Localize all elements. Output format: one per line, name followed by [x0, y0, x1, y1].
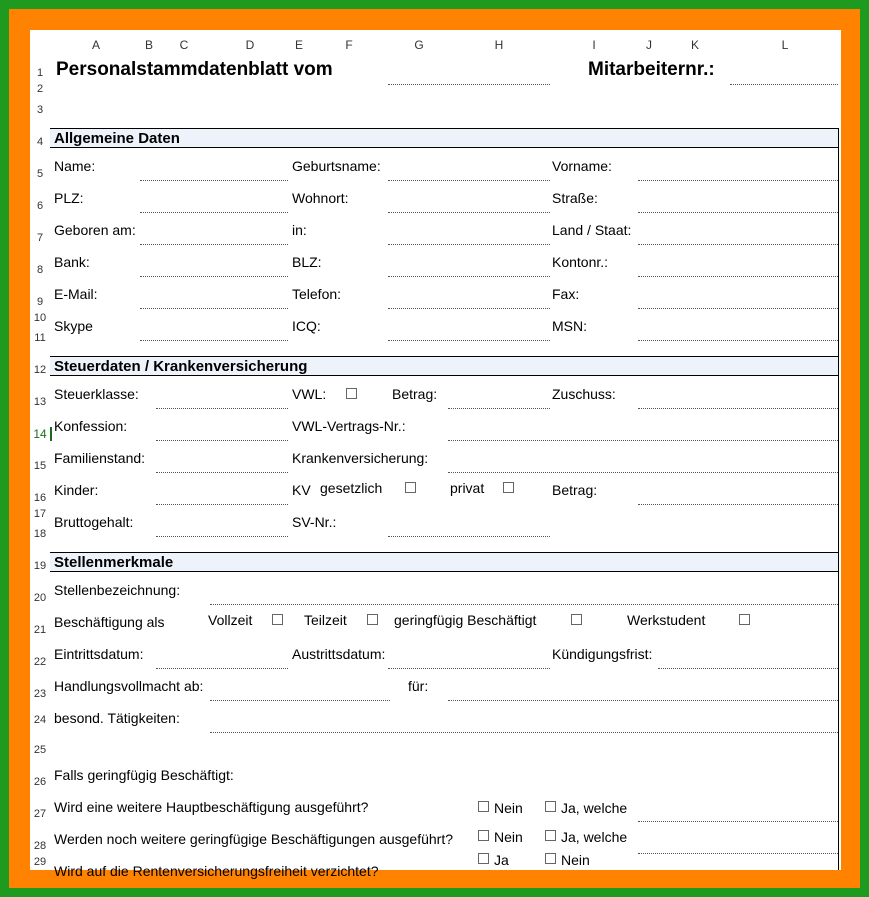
bank-label: Bank:: [54, 254, 90, 270]
fax-label: Fax:: [552, 286, 580, 302]
column-header[interactable]: H: [494, 38, 504, 52]
row-header[interactable]: 23: [33, 688, 47, 700]
working-student-label: Werkstudent: [627, 612, 706, 628]
minor-employment-checkbox[interactable]: [571, 614, 582, 625]
q2-yes-checkbox[interactable]: [545, 830, 556, 841]
row-header[interactable]: 9: [36, 296, 44, 308]
row-header[interactable]: 18: [33, 528, 47, 540]
section-header-general: [50, 128, 838, 148]
notice-period-label: Kündigungsfrist:: [552, 646, 653, 662]
blz-field[interactable]: [388, 276, 550, 277]
kv-label: KV: [292, 482, 311, 498]
column-header[interactable]: F: [345, 38, 353, 52]
subsidy-label: Zuschuss:: [552, 386, 616, 402]
for-label: für:: [408, 678, 429, 694]
amount2-field[interactable]: [638, 504, 838, 505]
statutory-label: gesetzlich: [320, 480, 383, 496]
section-header-tax: [50, 356, 838, 376]
column-header[interactable]: E: [294, 38, 304, 52]
vwl-label: VWL:: [292, 386, 327, 402]
row-header[interactable]: 4: [36, 136, 44, 148]
name-label: Name:: [54, 158, 96, 174]
children-field[interactable]: [156, 504, 288, 505]
employee-number-field[interactable]: [730, 84, 838, 85]
gross-salary-field[interactable]: [156, 536, 288, 537]
children-label: Kinder:: [54, 482, 99, 498]
row-header[interactable]: 22: [33, 656, 47, 668]
born-on-field[interactable]: [140, 244, 288, 245]
column-header[interactable]: B: [144, 38, 154, 52]
row-header[interactable]: 5: [36, 168, 44, 180]
fax-field[interactable]: [638, 308, 838, 309]
gross-salary-label: Bruttogehalt:: [54, 514, 134, 530]
row-header[interactable]: 19: [33, 560, 47, 572]
bank-field[interactable]: [140, 276, 288, 277]
special-tasks-field[interactable]: [210, 732, 838, 733]
name-field[interactable]: [140, 180, 288, 181]
q3-yes-checkbox[interactable]: [478, 853, 489, 864]
row-header[interactable]: 3: [36, 104, 44, 116]
tax-class-field[interactable]: [156, 408, 288, 409]
private-checkbox[interactable]: [503, 482, 514, 493]
amount2-label: Betrag:: [552, 482, 598, 498]
page-title: Personalstammdatenblatt vom: [56, 59, 333, 80]
marital-status-field[interactable]: [156, 472, 288, 473]
born-in-label: in:: [292, 222, 307, 238]
phone-label: Telefon:: [292, 286, 342, 302]
column-header[interactable]: K: [690, 38, 700, 52]
column-header[interactable]: A: [91, 38, 101, 52]
notice-period-field[interactable]: [658, 668, 838, 669]
minor-employment-label: geringfügig Beschäftigt: [394, 612, 537, 628]
row-header[interactable]: 26: [33, 776, 47, 788]
first-name-label: Vorname:: [552, 158, 612, 174]
column-headers: [30, 30, 841, 54]
section-header-position: [50, 552, 838, 572]
account-field[interactable]: [638, 276, 838, 277]
column-header[interactable]: I: [592, 38, 596, 52]
amount-field[interactable]: [448, 408, 550, 409]
skype-label: Skype: [54, 318, 93, 334]
q1-which-field[interactable]: [638, 821, 838, 822]
row-header[interactable]: 20: [33, 592, 47, 604]
column-header[interactable]: J: [646, 38, 652, 52]
row-header[interactable]: 29: [33, 856, 47, 868]
vwl-contract-field[interactable]: [448, 440, 838, 441]
fulltime-checkbox[interactable]: [272, 614, 283, 625]
country-field[interactable]: [638, 244, 838, 245]
amount-label: Betrag:: [392, 386, 438, 402]
sheet-content: [50, 54, 841, 879]
row-header[interactable]: 2: [36, 83, 44, 95]
q2-yes-label: Ja, welche: [561, 829, 628, 845]
spreadsheet[interactable]: [30, 30, 841, 879]
confession-label: Konfession:: [54, 418, 128, 434]
subsidy-field[interactable]: [638, 408, 838, 409]
phone-field[interactable]: [388, 308, 550, 309]
city-label: Wohnort:: [292, 190, 349, 206]
row-header[interactable]: 11: [34, 332, 46, 344]
for-field[interactable]: [448, 700, 838, 701]
q1-yes-label: Ja, welche: [561, 800, 628, 816]
row-header[interactable]: 21: [33, 624, 47, 636]
row-header[interactable]: 15: [33, 460, 47, 472]
first-name-field[interactable]: [638, 180, 838, 181]
q3-yes-label: Ja: [494, 852, 509, 868]
q3-no-checkbox[interactable]: [545, 853, 556, 864]
job-title-label: Stellenbezeichnung:: [54, 582, 181, 598]
email-field[interactable]: [140, 308, 288, 309]
section-title: Steuerdaten / Krankenversicherung: [54, 358, 308, 375]
row-headers: [30, 30, 50, 870]
marital-status-label: Familienstand:: [54, 450, 146, 466]
blz-label: BLZ:: [292, 254, 322, 270]
working-student-checkbox[interactable]: [739, 614, 750, 625]
row-header[interactable]: 7: [36, 232, 44, 244]
tax-class-label: Steuerklasse:: [54, 386, 139, 402]
born-in-field[interactable]: [388, 244, 550, 245]
fulltime-label: Vollzeit: [208, 612, 253, 628]
msn-field[interactable]: [638, 340, 838, 341]
q2-no-checkbox[interactable]: [478, 830, 489, 841]
row-header[interactable]: 27: [33, 808, 47, 820]
row-header[interactable]: 28: [33, 840, 47, 852]
row-header[interactable]: 12: [33, 364, 47, 376]
health-insurance-label: Krankenversicherung:: [292, 450, 429, 466]
email-label: E-Mail:: [54, 286, 98, 302]
q3-no-label: Nein: [561, 852, 590, 868]
form-border: [838, 128, 839, 870]
health-insurance-field[interactable]: [448, 472, 838, 473]
street-label: Straße:: [552, 190, 598, 206]
column-header[interactable]: D: [245, 38, 255, 52]
employment-as-label: Beschäftigung als: [54, 614, 165, 630]
job-title-field[interactable]: [210, 604, 838, 605]
vwl-contract-label: VWL-Vertrags-Nr.:: [292, 418, 406, 434]
power-of-attorney-field[interactable]: [210, 700, 390, 701]
entry-date-field[interactable]: [156, 668, 288, 669]
statutory-checkbox[interactable]: [405, 482, 416, 493]
city-field[interactable]: [388, 212, 550, 213]
born-on-label: Geboren am:: [54, 222, 136, 238]
vwl-checkbox[interactable]: [346, 388, 357, 399]
parttime-label: Teilzeit: [304, 612, 347, 628]
row-header[interactable]: 25: [33, 744, 47, 756]
private-label: privat: [450, 480, 485, 496]
question-main-job: Wird eine weitere Hauptbeschäftigung ausgeführt?: [54, 799, 369, 815]
account-label: Kontonr.:: [552, 254, 609, 270]
question-pension-waiver: Wird auf die Rentenversicherungsfreiheit verzichtet?: [54, 863, 379, 879]
column-header[interactable]: G: [414, 38, 424, 52]
row-header[interactable]: 17: [33, 508, 47, 520]
exit-date-label: Austrittsdatum:: [292, 646, 386, 662]
column-header[interactable]: C: [179, 38, 189, 52]
row-header[interactable]: 16: [33, 492, 47, 504]
employee-number-label: Mitarbeiternr.:: [588, 59, 715, 80]
birth-name-label: Geburtsname:: [292, 158, 381, 174]
sv-number-field[interactable]: [388, 536, 550, 537]
q1-yes-checkbox[interactable]: [545, 801, 556, 812]
zip-label: PLZ:: [54, 190, 84, 206]
birth-name-field[interactable]: [388, 180, 550, 181]
row-header-selected[interactable]: 14: [30, 427, 52, 441]
sv-number-label: SV-Nr.:: [292, 514, 337, 530]
column-header[interactable]: L: [781, 38, 789, 52]
country-label: Land / Staat:: [552, 222, 632, 238]
section-title: Stellenmerkmale: [54, 554, 174, 571]
exit-date-field[interactable]: [388, 668, 550, 669]
if-minor-label: Falls geringfügig Beschäftigt:: [54, 767, 234, 783]
row-header[interactable]: 1: [36, 67, 44, 79]
zip-field[interactable]: [140, 212, 288, 213]
icq-field[interactable]: [388, 340, 550, 341]
row-header[interactable]: 10: [33, 312, 47, 324]
parttime-checkbox[interactable]: [367, 614, 378, 625]
special-tasks-label: besond. Tätigkeiten:: [54, 710, 180, 726]
date-field[interactable]: [388, 84, 550, 85]
icq-label: ICQ:: [292, 318, 321, 334]
q1-no-checkbox[interactable]: [478, 801, 489, 812]
row-header[interactable]: 13: [33, 396, 47, 408]
skype-field[interactable]: [140, 340, 288, 341]
question-other-minor-jobs: Werden noch weitere geringfügige Beschäftigungen ausgeführt?: [54, 831, 454, 847]
confession-field[interactable]: [156, 440, 288, 441]
power-of-attorney-label: Handlungsvollmacht ab:: [54, 678, 204, 694]
row-header[interactable]: 8: [36, 264, 44, 276]
msn-label: MSN:: [552, 318, 587, 334]
row-header[interactable]: 24: [33, 714, 47, 726]
q2-which-field[interactable]: [638, 853, 838, 854]
row-header[interactable]: 6: [36, 200, 44, 212]
q2-no-label: Nein: [494, 829, 523, 845]
street-field[interactable]: [638, 212, 838, 213]
section-title: Allgemeine Daten: [54, 130, 180, 147]
q1-no-label: Nein: [494, 800, 523, 816]
entry-date-label: Eintrittsdatum:: [54, 646, 144, 662]
